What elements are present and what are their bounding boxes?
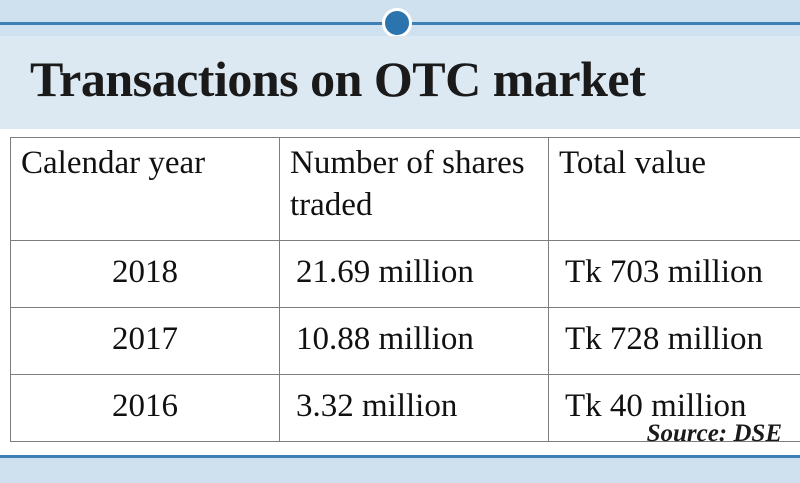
table-header [11,138,800,241]
page-title: Transactions on OTC market [30,51,646,107]
cell-year: 2018 [11,241,280,308]
cell-total-value: Tk 703 million [549,241,800,308]
table-header-row [11,138,800,241]
cell-total-value: Tk 40 million [549,375,800,442]
table-row [11,308,800,375]
cell-year: 2017 [11,308,280,375]
column-header-total-value: Total value [549,138,800,241]
cell-total-value: Tk 728 million [549,308,800,375]
column-header-shares-traded: Number of shares traded [280,138,549,241]
otc-transactions-table [10,137,800,442]
bottom-decorative-band [0,458,800,483]
table-row [11,241,800,308]
cell-year: 2016 [11,375,280,442]
cell-shares-traded: 10.88 million [280,308,549,375]
cell-shares-traded: 21.69 million [280,241,549,308]
table-body [11,241,800,442]
data-table-wrap [10,137,790,442]
top-dot-icon [382,8,412,38]
cell-shares-traded: 3.32 million [280,375,549,442]
source-note: Source: DSE [646,420,782,447]
column-header-calendar-year: Calendar year [11,138,280,241]
